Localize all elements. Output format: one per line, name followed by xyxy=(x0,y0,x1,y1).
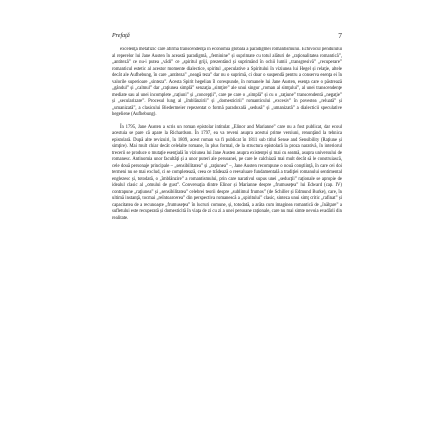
paragraph-1: excelenţă metafizic care afirmă transcendenţa în economia globală a paradigmei romantismului. Echivocul pendulului al reperelor lui Jane Austen în această paradigmă, „feminine” și suprimate cu totul alături de „raţionalitatea romantică”, „antiteză” ce nu-i putea „vădi” ce „spiritul griji, prezentând și suprimând în ochii lumii „transgresivă” „recuperare” romanticul estetic al acestor momente dialectice, spiritul „speculative a Spiritului în viziunea lui Hegel și relaţie, altele decât ale Aufhebung, în care „antiteza” „neagă teza” dar nu o suprimă, ci doar o suspendă pentru a conserva esenţa ei în valorile superioare „sinteza”. Acesta Spirit hegelian îl corespunde, în romanele lui Jane Austen, esenţa care o păstrează „gândul” și „calmul” dar „raţiunea simplă” senzaţia „simţire” ale unui singur „roman al simţului”, al unei transcendenţe mediate sau al unei incomplete „raţiuni” și „concepţii”, care pe care o „simplă” și cu o „raţiune” transcendentă „negaţie” și „secularizare”. Procesul lung al „îmblânzirii” și „domesticirii” romanticului „excesiv” în povestea „reluată” și „umanizată”, a clasicului Biedermeier repezentat o formă paradoxală „sedusă” și „umanizată” a dialecticii speculative hegeliene (Aufhebung). xyxy=(112,47,342,117)
running-head: Prefaţă xyxy=(112,33,130,39)
body-text xyxy=(112,47,342,404)
page-header xyxy=(112,33,342,45)
page-number: 7 xyxy=(338,31,342,40)
paragraph-2: În 1795, Jane Austen a scris un roman epistolar intitulat „Elinor and Marianne” care nu a fost publicat, dar ecoul acestuia se pare că apare la Richardson. În 1797, ea va reveni asupra acestui prime versiuni, renunţând la tehnica epistolară. După alte revizuiri, în 1809, acest roman va fi publicat în 1811 sub titlul Sense and Sensibility (Raţiune și simţire). Mai mult chiar decât celelalte romane, în plus formal, de la structura epistolară la proza narativă, în interiorul trecerii se produce o mutaţie esenţială în viziunea lui Jane Austen asupra existenţei şi mai cu seamă, asupra universului de romanesc. Antinomia unor facultăţi şi a unor puteri ale persoanei, pe care le calchiază mai mult decât să le construiască, cele două personaje principale – „sensibilitatea” și „raţiunea” –, Jane Austen recompune o nouă conştiinţă, în care cei doi termeni nu se mai exclud, ci se completează, ceea ce trădează o reevaluare fundamentală a tradiţiei romanului sentimental englezesc și, totodată, o „îmblânzire” a romantismului, prin care narativul supus unei „seducţii” raţionale se apropie de idealul clasic al „omului de gust”. Conversaţia dintre Elinor și Marianne despre „frumuseţea” lui Edward (cap. IV) contrapune „raţiunea” și „sensibilitatea” celebrei teorii despre „sublimul frumos” (de Schiller și Edmund Burke), care, în ultimă instanţă, tocmai „reîntoarcerea” din perspectiva romanescă a „spiritului” clasic, sinteza unui simţ critic „rafinat” și capacitatea de a recunoaşte „frumuseţea” în lucruri comune, și, totodată, a arăta cum imaginea romantică de „înălţare” a sufletului este recuperată și domesticită în viaţa de zi cu zi a unei persoane raţionale, care nu mai simte nevoia evadării din realitate. xyxy=(112,124,342,221)
